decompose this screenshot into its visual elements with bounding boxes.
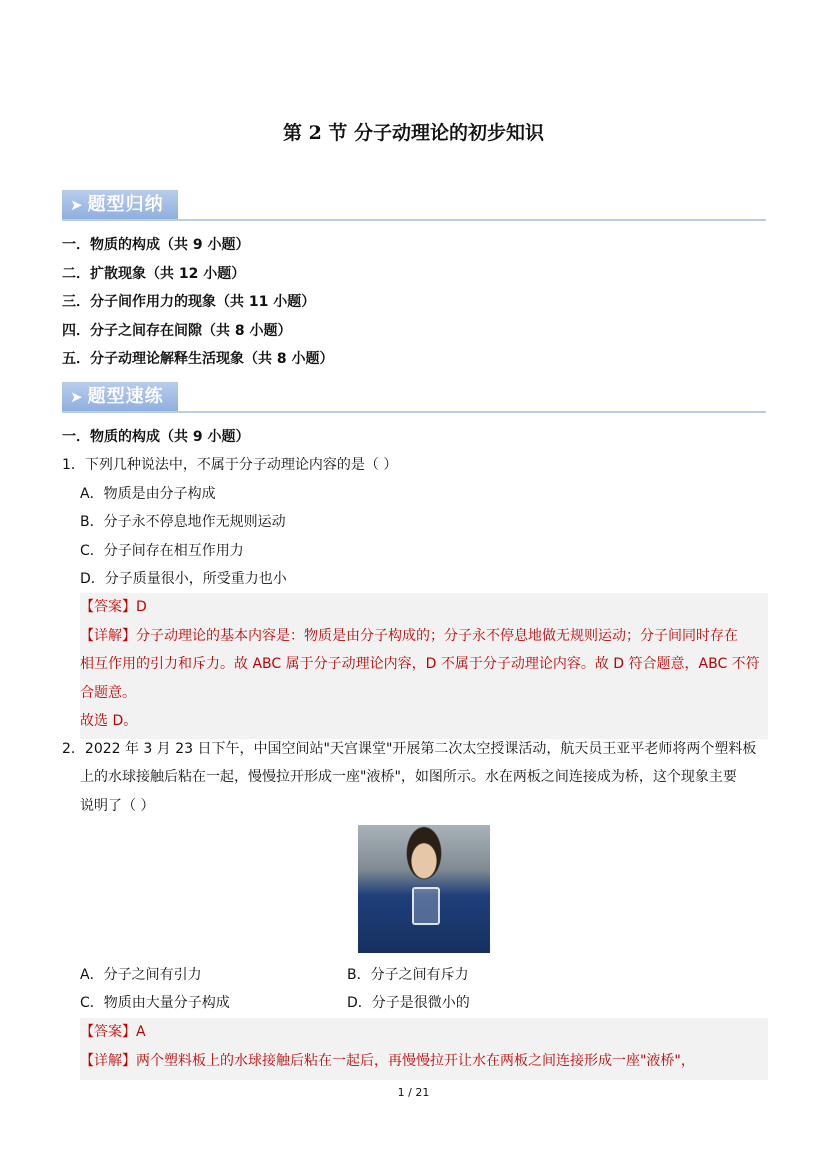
option-c: C．分子间存在相互作用力 — [80, 543, 244, 559]
section-banner-practice — [62, 382, 766, 414]
question-stem: 1．下列几种说法中，不属于分子动理论内容的是（ ） — [62, 457, 398, 473]
part-heading: 一．物质的构成（共 9 小题） — [62, 429, 250, 445]
option-c: C．物质由大量分子构成 — [80, 995, 230, 1011]
answer-line: 【答案】D — [80, 599, 147, 615]
toc-item[interactable]: 三．分子间作用力的现象（共 11 小题） — [62, 294, 316, 310]
page-title: 第 2 节 分子动理论的初步知识 — [282, 122, 545, 144]
toc-item[interactable]: 五．分子动理论解释生活现象（共 8 小题） — [62, 351, 334, 367]
question-stem: 上的水球接触后粘在一起，慢慢拉开形成一座"液桥"，如图所示。水在两板之间连接成为桥，这个现象主要 — [80, 769, 737, 785]
section-label: 题型速练 — [87, 386, 164, 407]
toc-item[interactable]: 四．分子之间存在间隙（共 8 小题） — [62, 322, 292, 339]
page-number: 1 / 21 — [397, 1086, 430, 1099]
answer-line: 【答案】A — [80, 1024, 146, 1040]
toc-item[interactable]: 一．物质的构成（共 9 小题） — [62, 237, 250, 253]
option-d: D．分子是很微小的 — [347, 995, 470, 1011]
option-b: B．分子永不停息地作无规则运动 — [80, 514, 286, 530]
answer-block — [80, 1018, 768, 1080]
explain-line: 故选 D。 — [80, 713, 138, 729]
answer-block — [80, 593, 768, 739]
divider — [62, 411, 766, 413]
question-stem: 说明了（ ） — [80, 798, 155, 814]
explain-line: 【详解】分子动理论的基本内容是：物质是由分子构成的；分子永不停息地做无规则运动；分子间同时存在 — [80, 627, 738, 644]
explain-line: 相互作用的引力和斥力。故 ABC 属于分子动理论内容，D 不属于分子动理论内容。故 D 符合题意，ABC 不符 — [80, 656, 760, 672]
option-a: A．分子之间有引力 — [80, 967, 202, 983]
question-stem: 2．2022 年 3 月 23 日下午，中国空间站"天宫课堂"开展第二次太空授课活动，航天员王亚平老师将两个塑料板 — [62, 741, 757, 757]
explain-line: 【详解】两个塑料板上的水球接触后粘在一起后，再慢慢拉开让水在两板之间连接形成一座"液桥"， — [80, 1052, 695, 1069]
divider — [62, 219, 766, 221]
explain-line: 合题意。 — [80, 684, 136, 701]
toc-item[interactable]: 二．扩散现象（共 12 小题） — [62, 265, 246, 282]
arrow-icon: ➤ — [70, 388, 84, 406]
option-b: B．分子之间有斥力 — [347, 967, 469, 983]
arrow-icon: ➤ — [70, 196, 84, 214]
option-a: A．物质是由分子构成 — [80, 486, 216, 502]
astronaut-photo — [358, 825, 490, 953]
option-d: D．分子质量很小，所受重力也小 — [80, 571, 287, 587]
toc-list — [62, 236, 334, 379]
section-label: 题型归纳 — [87, 194, 164, 215]
liquid-bridge — [412, 887, 440, 925]
section-banner-summary — [62, 190, 766, 222]
